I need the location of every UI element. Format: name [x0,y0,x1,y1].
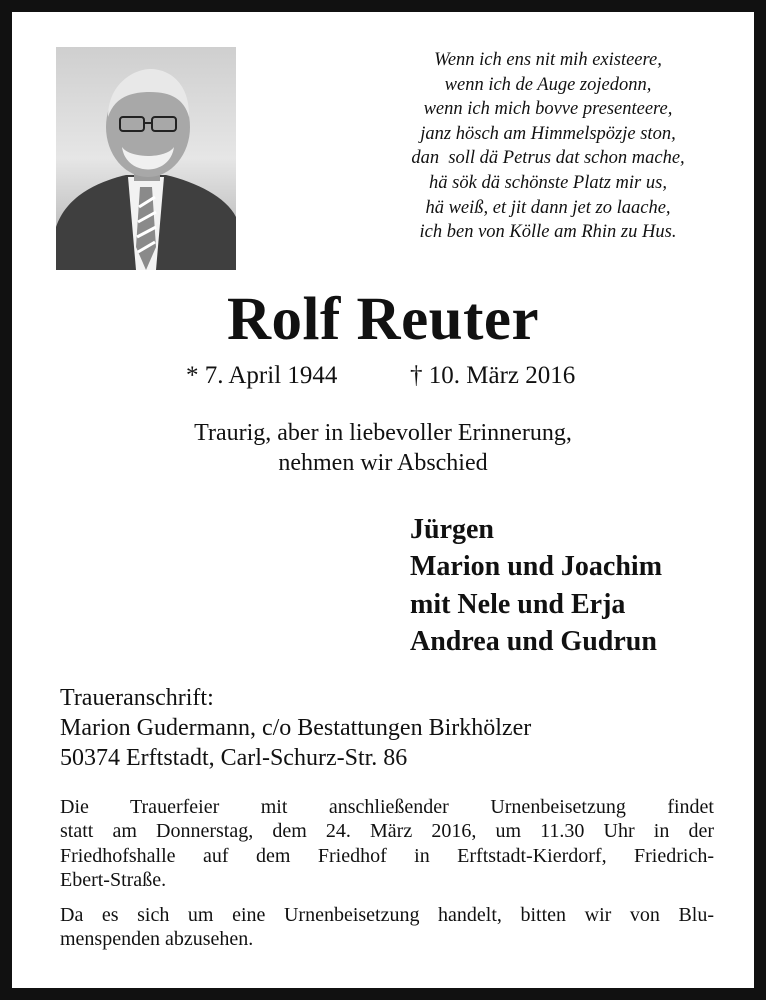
mourner: Marion und Joachim [410,551,663,583]
ceremony-line: Friedhofshalle auf dem Friedhof in Erftstadt-Kierdorf, Friedrich- [60,844,714,867]
mourner: Andrea und Gudrun [410,625,657,657]
address-line: Marion Gudermann, c/o Bestattungen Birkhölzer [60,715,532,741]
mourner: Jürgen [410,514,494,545]
ceremony-notice [60,795,714,893]
farewell-line: nehmen wir Abschied [278,450,488,476]
ceremony-line: statt am Donnerstag, dem 24. März 2016, um 11.30 Uhr in der [60,820,714,843]
flowers-line: menspenden abzusehen. [60,928,254,951]
ceremony-line: Die Trauerfeier mit anschließender Urnenbeisetzung findet [60,796,714,818]
mourner: mit Nele und Erja [410,588,626,620]
poem-line: wenn ich de Auge zojedonn, [444,74,652,95]
poem-line: janz hösch am Himmelspözje ston, [420,123,676,144]
poem-line: ich ben von Kölle am Rhin zu Hus. [419,222,677,243]
portrait-photo [56,47,236,270]
flowers-notice [60,903,714,952]
mourning-address [60,683,531,773]
poem [352,48,744,245]
poem-line: Wenn ich ens nit mih existeere, [434,50,662,70]
farewell-text [0,418,766,478]
poem-line: dan soll dä Petrus dat schon mache, [411,148,685,169]
deceased-name: Rolf Reuter [226,286,540,353]
birth-date: * 7. April 1944 [186,362,338,389]
flowers-line: Da es sich um eine Urnenbeisetzung handelt, bitten wir von Blu- [60,904,714,926]
address-label: Traueranschrift: [60,685,214,711]
poem-line: hä weiß, et jit dann jet zo laache, [425,197,671,218]
poem-line: wenn ich mich bovve presenteere, [423,99,673,120]
address-line: 50374 Erftstadt, Carl-Schurz-Str. 86 [60,745,408,771]
poem-line: hä sök dä schönste Platz mir us, [429,172,667,193]
mourners-list [410,511,662,660]
farewell-line: Traurig, aber in liebevoller Erinnerung, [194,420,572,446]
death-date: † 10. März 2016 [410,362,576,389]
ceremony-line: Ebert-Straße. [60,869,167,892]
